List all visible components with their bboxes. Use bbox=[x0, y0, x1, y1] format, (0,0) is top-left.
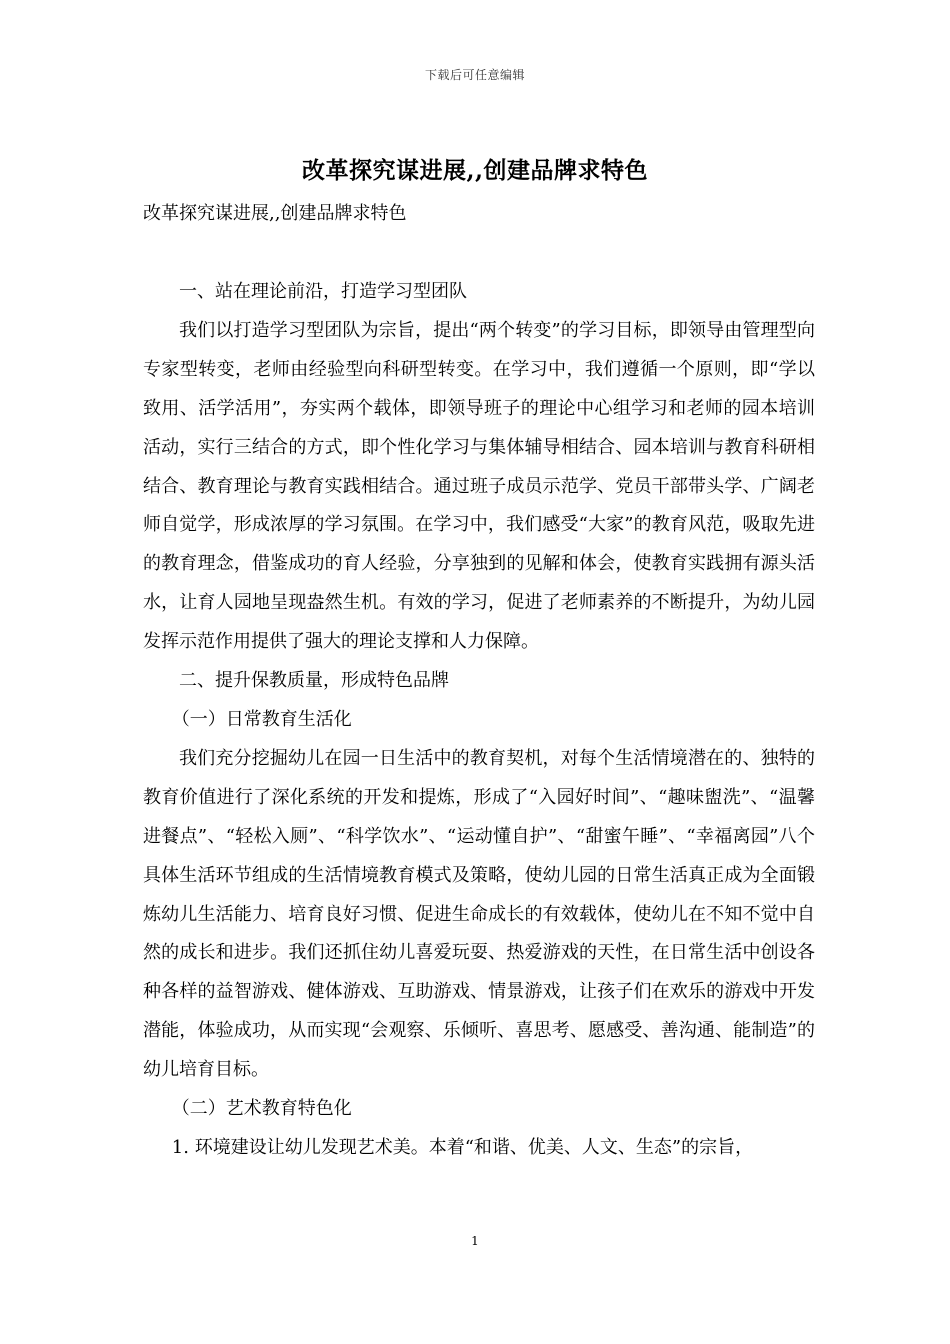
section-1-heading: 一、站在理论前沿，打造学习型团队 bbox=[179, 281, 467, 302]
document-title: 改革探究谋进展,,创建品牌求特色 bbox=[301, 157, 648, 184]
list-item-1: 1. 环境建设让幼儿发现艺术美。本着“和谐、优美、人文、生态”的宗旨， bbox=[171, 1136, 754, 1158]
page-header: 下载后可任意编辑 bbox=[424, 68, 525, 82]
section-2-heading: 二、提升保教质量，形成特色品牌 bbox=[179, 670, 449, 692]
subsection-2-heading: （二）艺术教育特色化 bbox=[171, 1098, 352, 1120]
section-1-paragraph: 我们以打造学习型团队为宗旨，提出“两个转变”的学习目标，即领导由管理型向专家型转变，老师由经验型向科研型转变。在学习中，我们遵循一个原则，即“学以致用、活学活用”，夯实两个载体，即领导班子的理论中心组学习和老师的园本培训活动，实行三结合的方式，即个性化学习与集体辅导相结合、园本培训与教育科研相结合、教育理论与教育实践相结合。通过班子成员示范学、党员干部带头学、广阔老师自觉学，形成浓厚的学习氛围。在学习中，我们感受“大家”的教育风范，吸取先进的教育理念，借鉴成功的育人经验，分享独到的见解和体会，使教育实践拥有源头活水，让育人园地呈现盎然生机。有效的学习，促进了老师素养的不断提升，为幼儿园发挥示范作用提供了强大的理论支撑和人力保障。 bbox=[143, 319, 815, 653]
subsection-1-heading: （一）日常教育生活化 bbox=[171, 708, 352, 730]
document-body bbox=[143, 273, 815, 1168]
subsection-1-paragraph: 我们充分挖掘幼儿在园一日生活中的教育契机，对每个生活情境潜在的、独特的教育价值进行了深化系统的开发和提炼，形成了“入园好时间”、“趣味盥洗”、“温馨进餐点”、“轻松入厕”、“科学饮水”、“运动懂自护”、“甜蜜午睡”、“幸福离园”八个具体生活环节组成的生活情境教育模式及策略，使幼儿园的日常生活真正成为全面锻炼幼儿生活能力、培育良好习惯、促进生命成长的有效载体，使幼儿在不知不觉中自然的成长和进步。我们还抓住幼儿喜爱玩耍、热爱游戏的天性，在日常生活中创设各种各样的益智游戏、健体游戏、互助游戏、情景游戏，让孩子们在欢乐的游戏中开发潜能，体验成功，从而实现“会观察、乐倾听、喜思考、愿感受、善沟通、能制造”的幼儿培育目标。 bbox=[143, 747, 815, 1081]
document-subtitle: 改革探究谋进展,,创建品牌求特色 bbox=[143, 203, 407, 224]
page-number: 1 bbox=[471, 1234, 479, 1248]
